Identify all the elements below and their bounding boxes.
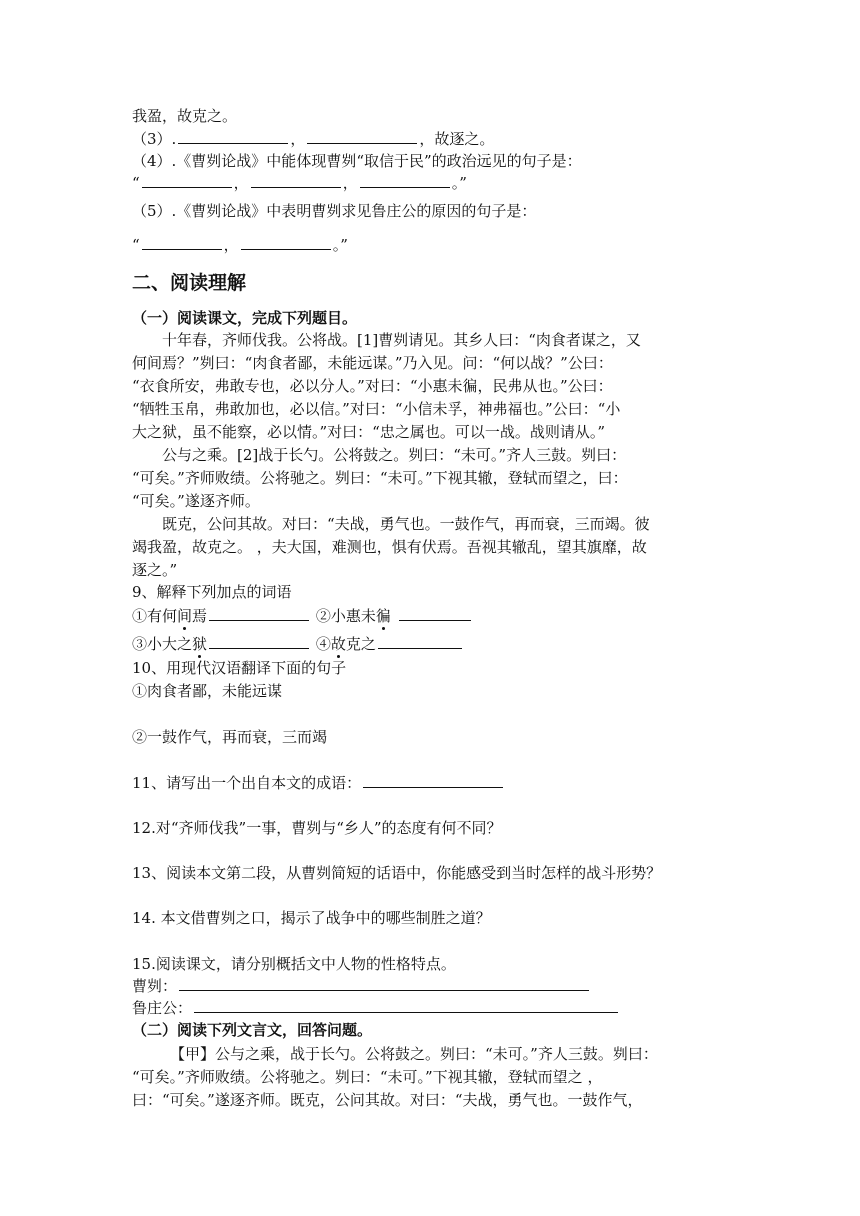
blank[interactable] (142, 173, 232, 188)
question-15: 15.阅读课文，请分别概括文中人物的性格特点。 (132, 955, 456, 973)
passage-line: “可矣。”遂逐齐师。 (132, 492, 260, 510)
blank[interactable] (209, 606, 309, 621)
blank[interactable] (307, 129, 417, 144)
question-9: 9、解释下列加点的词语 (132, 583, 292, 601)
blank[interactable] (241, 235, 331, 250)
passage-line: 大之狱，虽不能察，必以情。”对曰：“忠之属也。可以一战。战则请从。” (132, 423, 606, 441)
passage-line: “可矣。”齐师败绩。公将驰之。刿曰：“未可。”下视其辙，登轼而望之 ， (132, 1068, 603, 1086)
q10-item-1: ①肉食者鄙，未能远谋 (132, 682, 283, 700)
fill-line-top: 我盈，故克之。 (132, 107, 238, 125)
passage-line: 何间焉？”刿曰：“肉食者鄙，未能远谋。”乃入见。问：“何以战？”公曰： (132, 354, 613, 372)
blank[interactable] (360, 173, 450, 188)
answer-blank[interactable] (194, 998, 618, 1013)
blank[interactable] (209, 634, 309, 649)
section-heading: 二、阅读理解 (132, 272, 247, 294)
q9-row-2: ③小大之狱 ④故克之 (132, 633, 464, 655)
part1-heading: （一）阅读课文，完成下列题目。 (132, 309, 358, 327)
blank[interactable] (178, 129, 288, 144)
question-11: 11、请写出一个出自本文的成语： (132, 772, 505, 794)
answer-blank[interactable] (179, 976, 589, 991)
q10-item-2: ②一鼓作气，再而衰，三而竭 (132, 728, 328, 746)
passage-line: 既克，公问其故。对曰：“夫战，勇气也。一鼓作气，再而衰，三而竭。彼 (162, 515, 650, 533)
fill-q3: （3）. ， ，故逐之。 (132, 130, 495, 148)
passage-line: 公与之乘。[2]战于长勺。公将鼓之。刿曰：“未可。”齐人三鼓。刿曰： (162, 446, 627, 464)
blank[interactable] (378, 634, 462, 649)
passage-line: 【甲】公与之乘，战于长勺。公将鼓之。刿曰：“未可。”齐人三鼓。刿曰： (170, 1045, 658, 1063)
fill-q4-answer: “ ， ， 。” (132, 174, 467, 192)
passage-line: 竭我盈，故克之。 ，夫大国，难测也，惧有伏焉。吾视其辙乱，望其旗靡，故 (132, 538, 647, 556)
passage-line: “牺牲玉帛，弗敢加也，必以信。”对曰：“小信未孚，神弗福也。”公曰：“小 (132, 400, 621, 418)
question-12: 12.对“齐师伐我”一事，曹刿与“乡人”的态度有何不同？ (132, 819, 502, 837)
part2-heading: （二）阅读下列文言文，回答问题。 (132, 1021, 373, 1039)
q15-luzhuanggong: 鲁庄公： (132, 997, 620, 1019)
passage-line: 曰：“可矣。”遂逐齐师。既克，公问其故。对曰：“夫战，勇气也。一鼓作气， (132, 1091, 643, 1109)
blank[interactable] (399, 606, 471, 621)
q15-caogui: 曹刿： (132, 975, 591, 997)
passage-line: 逐之。” (132, 561, 178, 579)
question-13: 13、阅读本文第二段，从曹刿简短的话语中，你能感受到当时怎样的战斗形势？ (132, 864, 662, 882)
blank[interactable] (251, 173, 341, 188)
fill-q5: （5）.《曹刿论战》中表明曹刿求见鲁庄公的原因的句子是： (132, 202, 537, 220)
fill-q4: （4）.《曹刿论战》中能体现曹刿“取信于民”的政治远见的句子是： (132, 152, 582, 170)
blank[interactable] (142, 235, 222, 250)
passage-line: “可矣。”齐师败绩。公将驰之。刿曰：“未可。”下视其辙，登轼而望之，曰： (132, 469, 628, 487)
answer-blank[interactable] (363, 773, 503, 788)
passage-line: “衣食所安，弗敢专也，必以分人。”对曰：“小惠未徧，民弗从也。”公曰： (132, 377, 613, 395)
passage-line: 十年春，齐师伐我。公将战。[1]曹刿请见。其乡人曰：“肉食者谋之，又 (162, 331, 641, 349)
question-10: 10、用现代汉语翻译下面的句子 (132, 659, 347, 677)
question-14: 14. 本文借曹刿之口，揭示了战争中的哪些制胜之道？ (132, 909, 491, 927)
fill-q5-answer: “ ， 。” (132, 236, 348, 254)
q9-row-1: ①有何间焉 ②小惠未徧 (132, 605, 473, 627)
